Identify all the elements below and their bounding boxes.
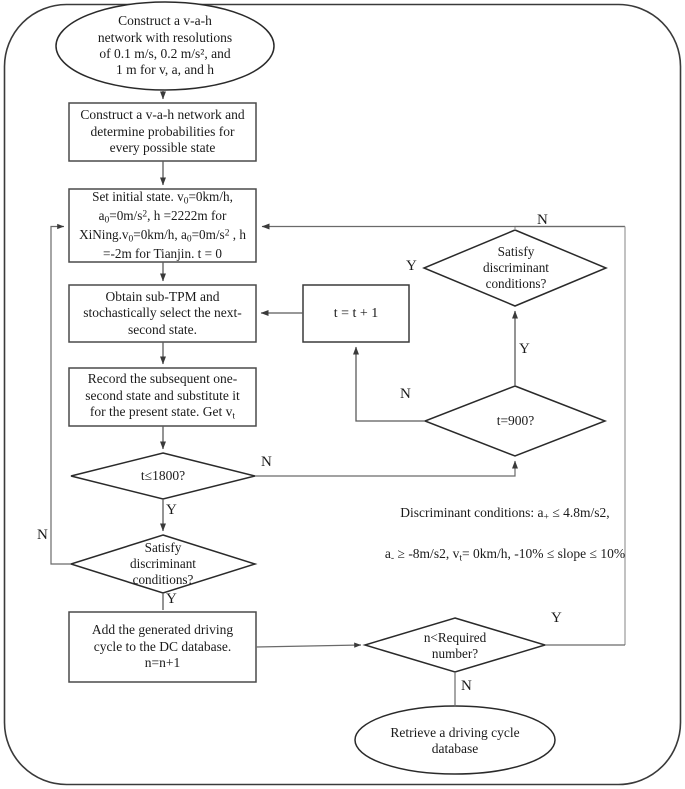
node-check-t1800-shape [71,453,255,499]
edge-label-t1800-no: N [261,454,272,470]
node-check-t900-label: t=900? [496,412,535,428]
node-check-t1800-label: t≤1800? [140,467,186,483]
initial-line3-b: =0km/h, a [133,226,187,242]
note-line2-sub: - [390,552,395,564]
edge-add-to-checkn [256,645,361,647]
node-increment-t-shape [303,285,409,342]
note-line2-a: a [384,545,391,561]
node-start-label: Construct a v-a-h network with resolutions of 0.1 m/s, 0.2 m/s², and 1 m for v, a, and h [97,13,233,78]
node-satisfy-bottom-label: Satisfy discriminant conditions? [130,539,196,588]
node-record-state-shape [69,368,256,426]
node-check-t900-shape [425,386,605,456]
edge-label-t1800-yes: Y [166,502,177,518]
node-increment-t-label: t = t + 1 [333,305,379,321]
node-build-network-shape [69,103,256,161]
edge-t900-no-to-increment [356,347,425,421]
note-line2-b: ≥ -8m/s2, v [394,545,460,561]
record-line1: Record the subsequent one- [87,371,238,387]
note-line1-a: Discriminant conditions: a [400,504,544,520]
node-satisfy-top-shape [424,230,606,306]
node-obtain-tpm-label: Obtain sub-TPM and stochastically select the next- second state. [83,288,242,337]
edge-label-satisfy-bottom-no: N [37,527,48,543]
node-end-label: Retrieve a driving cycle database [390,724,520,756]
note-line2-c: = 0km/h, -10% ≤ slope ≤ 10% [462,545,626,561]
edge-label-satisfy-bottom-yes: Y [166,591,177,607]
note-line1-sub: + [543,510,550,522]
initial-line4: =-2m for Tianjin. t = 0 [103,245,222,261]
node-end-shape [355,706,555,774]
edge-label-satisfy-top-yes: Y [406,258,417,274]
initial-line3-d: , h [229,226,246,242]
initial-line2-a: a [98,207,105,223]
node-satisfy-top-label: Satisfy discriminant conditions? [483,243,549,292]
initial-line2-c: , h =2222m for [147,207,227,223]
edge-label-checkn-no: N [461,678,472,694]
record-line2: second state and substitute it [85,387,240,403]
record-line3-a: for the present state. Get v [89,404,233,420]
note-line2-sub2: t [459,552,463,564]
initial-line1-a: Set initial state. v [92,189,184,205]
edge-label-t900-yes: Y [519,341,530,357]
edge-satisfy-bottom-no-to-initial [51,227,71,565]
node-check-n-shape [365,618,545,672]
edge-label-t900-no: N [400,386,411,402]
edge-label-checkn-yes: Y [551,610,562,626]
initial-line1-b: =0km/h, [188,189,233,205]
node-build-network-label: Construct a v-a-h network and determine probabilities for every possible state [80,107,245,156]
node-add-cycle-label: Add the generated driving cycle to the DC database. n=n+1 [91,622,234,671]
record-line3-sub: t [232,410,236,422]
initial-line2-b: =0m/s [109,207,143,223]
node-add-cycle-shape [69,612,256,682]
edge-t1800-no-to-t900 [255,461,515,476]
node-set-initial-state-label: Set initial state. $v_0=0km/h$, $a_0=0m/s^2$, h =2222m for $XiNing.v_0=0km/h$, $a_0=0m/s^2$ , h =-2m for Tianjin. t = 0 [79,189,246,261]
note-line1-b: ≤ 4.8m/s2, [549,504,610,520]
node-satisfy-bottom-shape [71,535,255,593]
node-obtain-tpm-shape [69,285,256,342]
node-check-n-label: n<Required number? [423,629,487,661]
discriminant-conditions-note [340,483,670,585]
edge-label-satisfy-top-no: N [537,212,548,228]
initial-line3-a: XiNing.v [79,226,129,242]
node-start-shape [56,2,274,90]
initial-line3-c: =0m/s [191,226,225,242]
node-set-initial-state-shape [69,189,256,262]
